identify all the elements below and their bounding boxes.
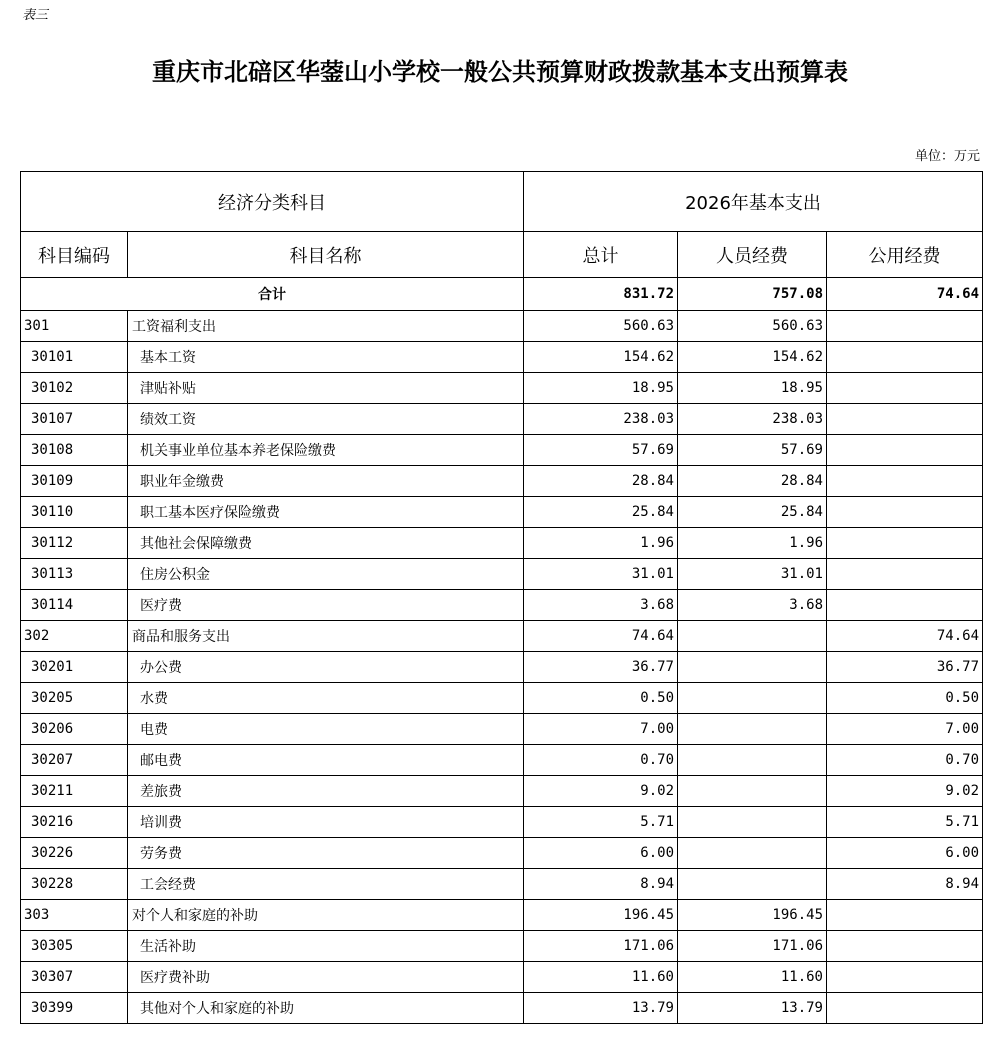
row-code: 30399 <box>21 993 128 1024</box>
row-public <box>827 962 983 993</box>
row-name: 医疗费 <box>128 590 524 621</box>
row-name: 住房公积金 <box>128 559 524 590</box>
row-personnel <box>678 869 827 900</box>
table-tag: 表三 <box>22 8 49 23</box>
budget-table <box>20 171 983 1024</box>
row-code: 30228 <box>21 869 128 900</box>
header-row-2 <box>21 232 983 278</box>
row-name: 工资福利支出 <box>128 311 524 342</box>
table-row <box>21 931 983 962</box>
row-code: 30107 <box>21 404 128 435</box>
row-total: 154.62 <box>524 342 678 373</box>
row-personnel: 238.03 <box>678 404 827 435</box>
row-personnel: 1.96 <box>678 528 827 559</box>
header-code: 科目编码 <box>21 232 128 278</box>
row-name: 职工基本医疗保险缴费 <box>128 497 524 528</box>
table-row <box>21 342 983 373</box>
header-total: 总计 <box>524 232 678 278</box>
row-public: 9.02 <box>827 776 983 807</box>
row-code: 30114 <box>21 590 128 621</box>
table-row <box>21 497 983 528</box>
row-name: 绩效工资 <box>128 404 524 435</box>
table-row <box>21 869 983 900</box>
table-row <box>21 714 983 745</box>
row-name: 电费 <box>128 714 524 745</box>
row-total: 238.03 <box>524 404 678 435</box>
row-public <box>827 342 983 373</box>
table-row <box>21 621 983 652</box>
table-row <box>21 776 983 807</box>
row-personnel: 11.60 <box>678 962 827 993</box>
row-total: 25.84 <box>524 497 678 528</box>
row-public <box>827 311 983 342</box>
row-public: 0.70 <box>827 745 983 776</box>
total-total: 831.72 <box>524 278 678 311</box>
table-row <box>21 373 983 404</box>
total-row <box>21 278 983 311</box>
row-name: 水费 <box>128 683 524 714</box>
row-total: 1.96 <box>524 528 678 559</box>
table-row <box>21 683 983 714</box>
table-row <box>21 528 983 559</box>
row-total: 171.06 <box>524 931 678 962</box>
row-personnel <box>678 621 827 652</box>
table-row <box>21 652 983 683</box>
row-name: 劳务费 <box>128 838 524 869</box>
row-personnel: 25.84 <box>678 497 827 528</box>
header-row-1 <box>21 172 983 232</box>
header-year-basic: 2026年基本支出 <box>524 172 983 232</box>
row-code: 30307 <box>21 962 128 993</box>
row-name: 生活补助 <box>128 931 524 962</box>
row-personnel: 560.63 <box>678 311 827 342</box>
row-personnel <box>678 807 827 838</box>
row-total: 74.64 <box>524 621 678 652</box>
row-total: 13.79 <box>524 993 678 1024</box>
header-personnel: 人员经费 <box>678 232 827 278</box>
row-public: 74.64 <box>827 621 983 652</box>
row-personnel: 57.69 <box>678 435 827 466</box>
row-personnel: 13.79 <box>678 993 827 1024</box>
total-public: 74.64 <box>827 278 983 311</box>
row-total: 57.69 <box>524 435 678 466</box>
row-personnel: 18.95 <box>678 373 827 404</box>
row-personnel: 196.45 <box>678 900 827 931</box>
row-public <box>827 559 983 590</box>
row-personnel <box>678 683 827 714</box>
row-code: 30305 <box>21 931 128 962</box>
row-name: 医疗费补助 <box>128 962 524 993</box>
row-public: 6.00 <box>827 838 983 869</box>
row-public <box>827 373 983 404</box>
row-code: 30112 <box>21 528 128 559</box>
row-public <box>827 931 983 962</box>
row-code: 30211 <box>21 776 128 807</box>
row-code: 30201 <box>21 652 128 683</box>
row-total: 36.77 <box>524 652 678 683</box>
page-title: 重庆市北碚区华蓥山小学校一般公共预算财政拨款基本支出预算表 <box>152 57 848 86</box>
row-name: 培训费 <box>128 807 524 838</box>
row-name: 邮电费 <box>128 745 524 776</box>
row-name: 商品和服务支出 <box>128 621 524 652</box>
row-code: 30113 <box>21 559 128 590</box>
row-public <box>827 404 983 435</box>
row-total: 7.00 <box>524 714 678 745</box>
row-name: 职业年金缴费 <box>128 466 524 497</box>
row-total: 560.63 <box>524 311 678 342</box>
table-row <box>21 404 983 435</box>
row-public <box>827 528 983 559</box>
total-personnel: 757.08 <box>678 278 827 311</box>
row-public: 8.94 <box>827 869 983 900</box>
row-code: 30216 <box>21 807 128 838</box>
row-name: 津贴补贴 <box>128 373 524 404</box>
total-label: 合计 <box>21 278 524 311</box>
row-total: 0.70 <box>524 745 678 776</box>
table-row <box>21 311 983 342</box>
row-code: 303 <box>21 900 128 931</box>
row-total: 18.95 <box>524 373 678 404</box>
table-row <box>21 807 983 838</box>
row-total: 8.94 <box>524 869 678 900</box>
table-row <box>21 559 983 590</box>
unit-label: 单位：万元 <box>914 149 980 164</box>
row-code: 30207 <box>21 745 128 776</box>
row-total: 31.01 <box>524 559 678 590</box>
row-total: 0.50 <box>524 683 678 714</box>
row-name: 差旅费 <box>128 776 524 807</box>
row-total: 196.45 <box>524 900 678 931</box>
row-public <box>827 993 983 1024</box>
table-row <box>21 838 983 869</box>
row-code: 30108 <box>21 435 128 466</box>
row-code: 301 <box>21 311 128 342</box>
row-total: 6.00 <box>524 838 678 869</box>
table-row <box>21 590 983 621</box>
row-total: 3.68 <box>524 590 678 621</box>
row-total: 5.71 <box>524 807 678 838</box>
header-name: 科目名称 <box>128 232 524 278</box>
row-name: 办公费 <box>128 652 524 683</box>
table-row <box>21 962 983 993</box>
row-personnel <box>678 838 827 869</box>
row-code: 30226 <box>21 838 128 869</box>
row-code: 30102 <box>21 373 128 404</box>
row-total: 28.84 <box>524 466 678 497</box>
row-name: 对个人和家庭的补助 <box>128 900 524 931</box>
row-personnel <box>678 776 827 807</box>
row-public <box>827 590 983 621</box>
row-personnel <box>678 745 827 776</box>
row-public: 36.77 <box>827 652 983 683</box>
row-code: 30110 <box>21 497 128 528</box>
row-name: 其他社会保障缴费 <box>128 528 524 559</box>
row-public: 0.50 <box>827 683 983 714</box>
row-name: 机关事业单位基本养老保险缴费 <box>128 435 524 466</box>
header-public: 公用经费 <box>827 232 983 278</box>
row-public <box>827 497 983 528</box>
row-personnel <box>678 714 827 745</box>
row-public <box>827 900 983 931</box>
table-row <box>21 900 983 931</box>
row-public: 7.00 <box>827 714 983 745</box>
row-public: 5.71 <box>827 807 983 838</box>
row-total: 11.60 <box>524 962 678 993</box>
row-name: 基本工资 <box>128 342 524 373</box>
table-row <box>21 435 983 466</box>
table-row <box>21 745 983 776</box>
row-code: 30109 <box>21 466 128 497</box>
row-personnel: 171.06 <box>678 931 827 962</box>
row-total: 9.02 <box>524 776 678 807</box>
row-code: 302 <box>21 621 128 652</box>
row-code: 30206 <box>21 714 128 745</box>
row-personnel: 154.62 <box>678 342 827 373</box>
row-code: 30205 <box>21 683 128 714</box>
row-personnel: 31.01 <box>678 559 827 590</box>
table-row <box>21 466 983 497</box>
row-public <box>827 435 983 466</box>
row-public <box>827 466 983 497</box>
row-personnel: 3.68 <box>678 590 827 621</box>
row-code: 30101 <box>21 342 128 373</box>
row-personnel <box>678 652 827 683</box>
row-name: 其他对个人和家庭的补助 <box>128 993 524 1024</box>
header-economic-class: 经济分类科目 <box>21 172 524 232</box>
table-row <box>21 993 983 1024</box>
row-personnel: 28.84 <box>678 466 827 497</box>
row-name: 工会经费 <box>128 869 524 900</box>
